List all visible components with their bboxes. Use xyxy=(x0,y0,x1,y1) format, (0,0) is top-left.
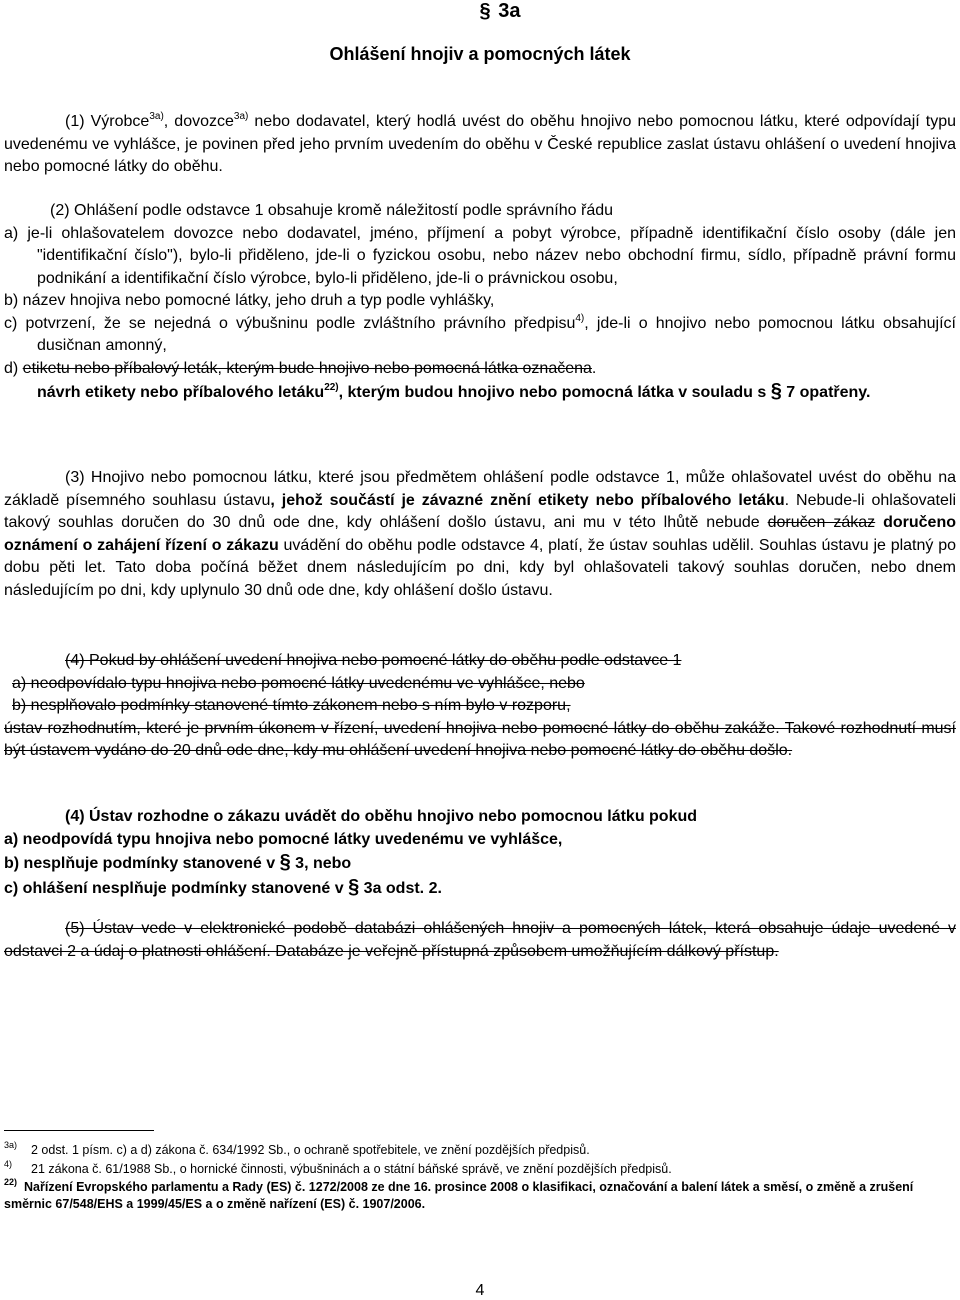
footnote-divider xyxy=(4,1130,154,1131)
para2-item-b: b) název hnojiva nebo pomocné látky, jeho druh a typ podle vyhlášky, xyxy=(4,292,495,309)
added-text: , jehož součástí je závazné znění etikety nebo příbalového letáku xyxy=(270,491,785,509)
para3-text: uvádění do oběhu podle odstavce 4, platí, že ústav souhlas udělil. Souhlas ústavu je platný po dobu pěti let. Tato doba počíná běžet dnem následujícím po dni, kdy byl ohlašovateli takový souhlas doručen, nebo dnem následujícím po dni, kdy uplynulo 30 dnů ode dne, kdy ohlášení došlo ústavu. xyxy=(4,536,956,599)
item-c-text: , jde-li o hnojivo nebo pomocnou látku obsahující dusičnan amonný, xyxy=(37,314,956,354)
para4-new-item-c xyxy=(4,876,956,901)
para2-item-c xyxy=(4,313,956,358)
added-text: 7 opatřeny. xyxy=(781,384,871,401)
paragraph-4-deleted xyxy=(4,650,956,763)
paragraph-1 xyxy=(4,111,956,179)
para1-text: (1) Výrobce xyxy=(65,113,150,130)
footnote-ref: 3a) xyxy=(149,111,164,122)
added-text: návrh etikety nebo příbalového letáku xyxy=(37,384,325,401)
footnote-mark: 3a) xyxy=(4,1140,18,1150)
para4-old-lead: (4) Pokud by ohlášení uvedení hnojiva nebo pomocné látky do oběhu podle odstavce 1 xyxy=(65,652,682,669)
deleted-text: etiketu nebo příbalový leták, kterým bude hnojivo nebo pomocná látka označena xyxy=(22,359,592,377)
para4-new-item-a: a) neodpovídá typu hnojiva nebo pomocné látky uvedenému ve vyhlášce, xyxy=(4,830,563,848)
para2-lead: (2) Ohlášení podle odstavce 1 obsahuje kromě náležitostí podle správního řádu xyxy=(50,202,614,219)
item-text: c) ohlášení nesplňuje podmínky stanovené v xyxy=(4,879,349,897)
para4-new-item-b xyxy=(4,851,956,876)
item-text: 3a odst. 2. xyxy=(359,879,442,897)
footnote-ref: 22) xyxy=(324,382,339,393)
section-symbol: § xyxy=(348,875,360,898)
page-number: 4 xyxy=(475,1282,485,1299)
paragraph-2 xyxy=(4,200,956,405)
added-text: doručeno oznámení o zahájení řízení o zákazu xyxy=(4,514,956,554)
para4-old-rest: ústav rozhodnutím, které je prvním úkonem v řízení, uvedení hnojiva nebo pomocné látky do oběhu zakáže. Takové rozhodnutí musí být ústavem vydáno do 20 dnů ode dne, kdy mu ohlášení uvedení hnojiva nebo pomocné látky do oběhu došlo. xyxy=(4,719,956,759)
item-d-prefix: d) xyxy=(4,359,23,377)
section-number: 3a xyxy=(498,0,521,22)
footnote-text: 21 zákona č. 61/1988 Sb., o hornické činnosti, výbušninách a o státní báňské správě, ve znění pozdějších předpisů. xyxy=(31,1162,672,1176)
section-symbol: § xyxy=(770,380,782,402)
para2-item-d xyxy=(4,358,956,381)
added-text: , kterým budou hnojivo nebo pomocná látka v souladu s xyxy=(338,384,771,401)
footnote-mark: 22) xyxy=(4,1177,18,1187)
section-symbol: § xyxy=(279,851,291,873)
para3-text: . Nebude-li ohlašovateli takový souhlas doručen do 30 dnů ode dne, kdy ohlášení došlo ústavu, ani mu v této lhůtě nebude xyxy=(4,491,956,531)
footnote-ref: 3a) xyxy=(233,111,249,122)
para4-old-item-b: b) nesplňovalo podmínky stanovené tímto zákonem nebo s ním bylo v rozporu, xyxy=(12,697,571,714)
footnote-ref: 4) xyxy=(575,312,585,324)
section-symbol: § xyxy=(479,0,491,22)
para4-new-lead: (4) Ústav rozhodne o zákazu uvádět do oběhu hnojivo nebo pomocnou látku pokud xyxy=(65,808,698,825)
paragraph-4-new xyxy=(4,806,956,900)
footnote-text: 2 odst. 1 písm. c) a d) zákona č. 634/1992 Sb., o ochraně spotřebitele, ve znění pozdějších předpisů. xyxy=(31,1143,590,1157)
footnote-mark: 4) xyxy=(4,1159,13,1169)
footnote-text: Nařízení Evropského parlamentu a Rady (ES) č. 1272/2008 ze dne 16. prosince 2008 o klasifikaci, označování a balení látek a směsí, o změně a zrušení směrnic 67/548/EHS a 1999/45/ES a o změně nařízení (ES) č. 1907/2006. xyxy=(4,1180,914,1211)
para1-text: nebo dodavatel, který hodlá uvést do oběhu hnojivo nebo pomocnou látku, které odpovídají typu uvedenému ve vyhlášce, je povinen před jeho prvním uvedením do oběhu v České republice zaslat ústavu ohlášení o uvedení hnojiva nebo pomocné látky do oběhu. xyxy=(4,113,957,175)
para2-item-d-amendment xyxy=(4,380,956,405)
para3-text: (3) Hnojivo nebo pomocnou látku, které jsou předmětem ohlášení podle odstavce 1, může ohlašovatel uvést do oběhu na základě písemného souhlasu ústavu xyxy=(4,469,956,509)
paragraph-5-deleted: (5) Ústav vede v elektronické podobě databázi ohlášených hnojiv a pomocných látek, která obsahuje údaje uvedené v odstavci 2 a údaj o platnosti ohlášení. Databáze je veřejně přístupná způsobem umožňujícím dálkový přístup. xyxy=(4,920,956,960)
item-c-text: c) potvrzení, že se nejedná o výbušninu podle zvláštního právního předpisu xyxy=(4,314,576,332)
item-text: 3, nebo xyxy=(290,855,352,872)
para2-item-a: a) je-li ohlašovatelem dovozce nebo dodavatel, jméno, příjmení a pobyt výrobce, případně identifikační číslo osoby (dále jen "identifikační číslo"), bylo-li přiděleno, jde-li o fyzickou osobu, nebo název nebo obchodní firmu, sídlo, případně právní formu podnikání a identifikační číslo výrobce, bylo-li přiděleno, jde-li o právnickou osobu, xyxy=(4,224,956,287)
deleted-text: doručen zákaz xyxy=(767,514,876,531)
section-heading xyxy=(0,0,960,23)
item-d-dot: . xyxy=(591,359,597,377)
footnote-22 xyxy=(4,1174,956,1213)
para4-old-item-a: a) neodpovídalo typu hnojiva nebo pomocné látky uvedenému ve vyhlášce, nebo xyxy=(12,674,585,692)
page-title: Ohlášení hnojiv a pomocných látek xyxy=(329,44,631,64)
paragraph-3 xyxy=(4,467,956,602)
item-text: b) nesplňuje podmínky stanovené v xyxy=(4,855,280,872)
para1-text: , dovozce xyxy=(163,113,234,130)
